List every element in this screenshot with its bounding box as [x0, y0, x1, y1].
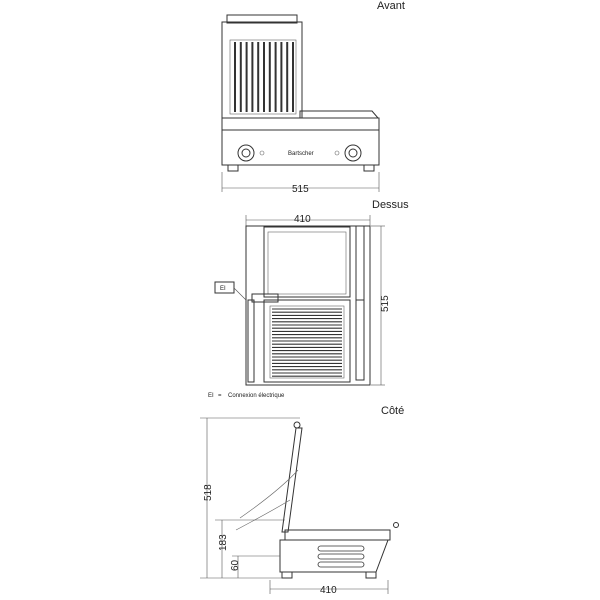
side-mid-label: 183 — [218, 534, 229, 551]
top-depth-label: 515 — [380, 295, 391, 312]
right-knob — [345, 145, 361, 161]
lid-handle-knob — [294, 422, 300, 428]
right-indicator — [335, 151, 339, 155]
left-knob — [238, 145, 254, 161]
side-foot-right — [366, 572, 376, 578]
flat-plate — [264, 227, 350, 297]
legend — [208, 393, 285, 399]
left-foot — [228, 165, 238, 171]
front-body — [222, 130, 379, 165]
hinge — [252, 294, 278, 302]
side-height-label: 518 — [203, 484, 214, 501]
ribbed-plate-lines — [272, 309, 342, 376]
side-view — [200, 418, 399, 596]
side-view-title: Côté — [381, 405, 405, 417]
legend-key: EI — [208, 393, 214, 399]
side-knob — [394, 523, 399, 528]
ei-callout-label: EI — [220, 286, 226, 292]
upper-plate-ribs — [235, 42, 293, 112]
side-width-label: 410 — [320, 585, 337, 596]
right-foot — [364, 165, 374, 171]
front-view — [222, 15, 379, 195]
side-tray-lower — [356, 300, 364, 380]
side-lid — [282, 428, 302, 532]
side-top-frame — [285, 530, 390, 540]
top-view — [215, 214, 391, 385]
side-low-label: 60 — [230, 559, 241, 571]
legend-text: Connexion électrique — [228, 393, 285, 399]
front-view-title: Avant — [377, 0, 405, 12]
left-indicator — [260, 151, 264, 155]
handle-left — [248, 300, 254, 382]
vent-slot — [318, 546, 364, 551]
side-foot-left — [282, 572, 292, 578]
top-view-title: Dessus — [372, 199, 409, 211]
vent-slot — [318, 562, 364, 567]
top-outline — [246, 226, 370, 385]
side-vents — [318, 546, 364, 567]
lower-plate-cover — [300, 111, 378, 118]
brand-label: Bartscher — [288, 151, 314, 157]
top-width-label: 410 — [294, 214, 311, 225]
vent-slot — [318, 554, 364, 559]
plate-frame — [222, 118, 379, 130]
front-width-label: 515 — [292, 184, 309, 195]
side-tray-upper — [356, 226, 364, 300]
legend-sep: = — [218, 393, 222, 399]
